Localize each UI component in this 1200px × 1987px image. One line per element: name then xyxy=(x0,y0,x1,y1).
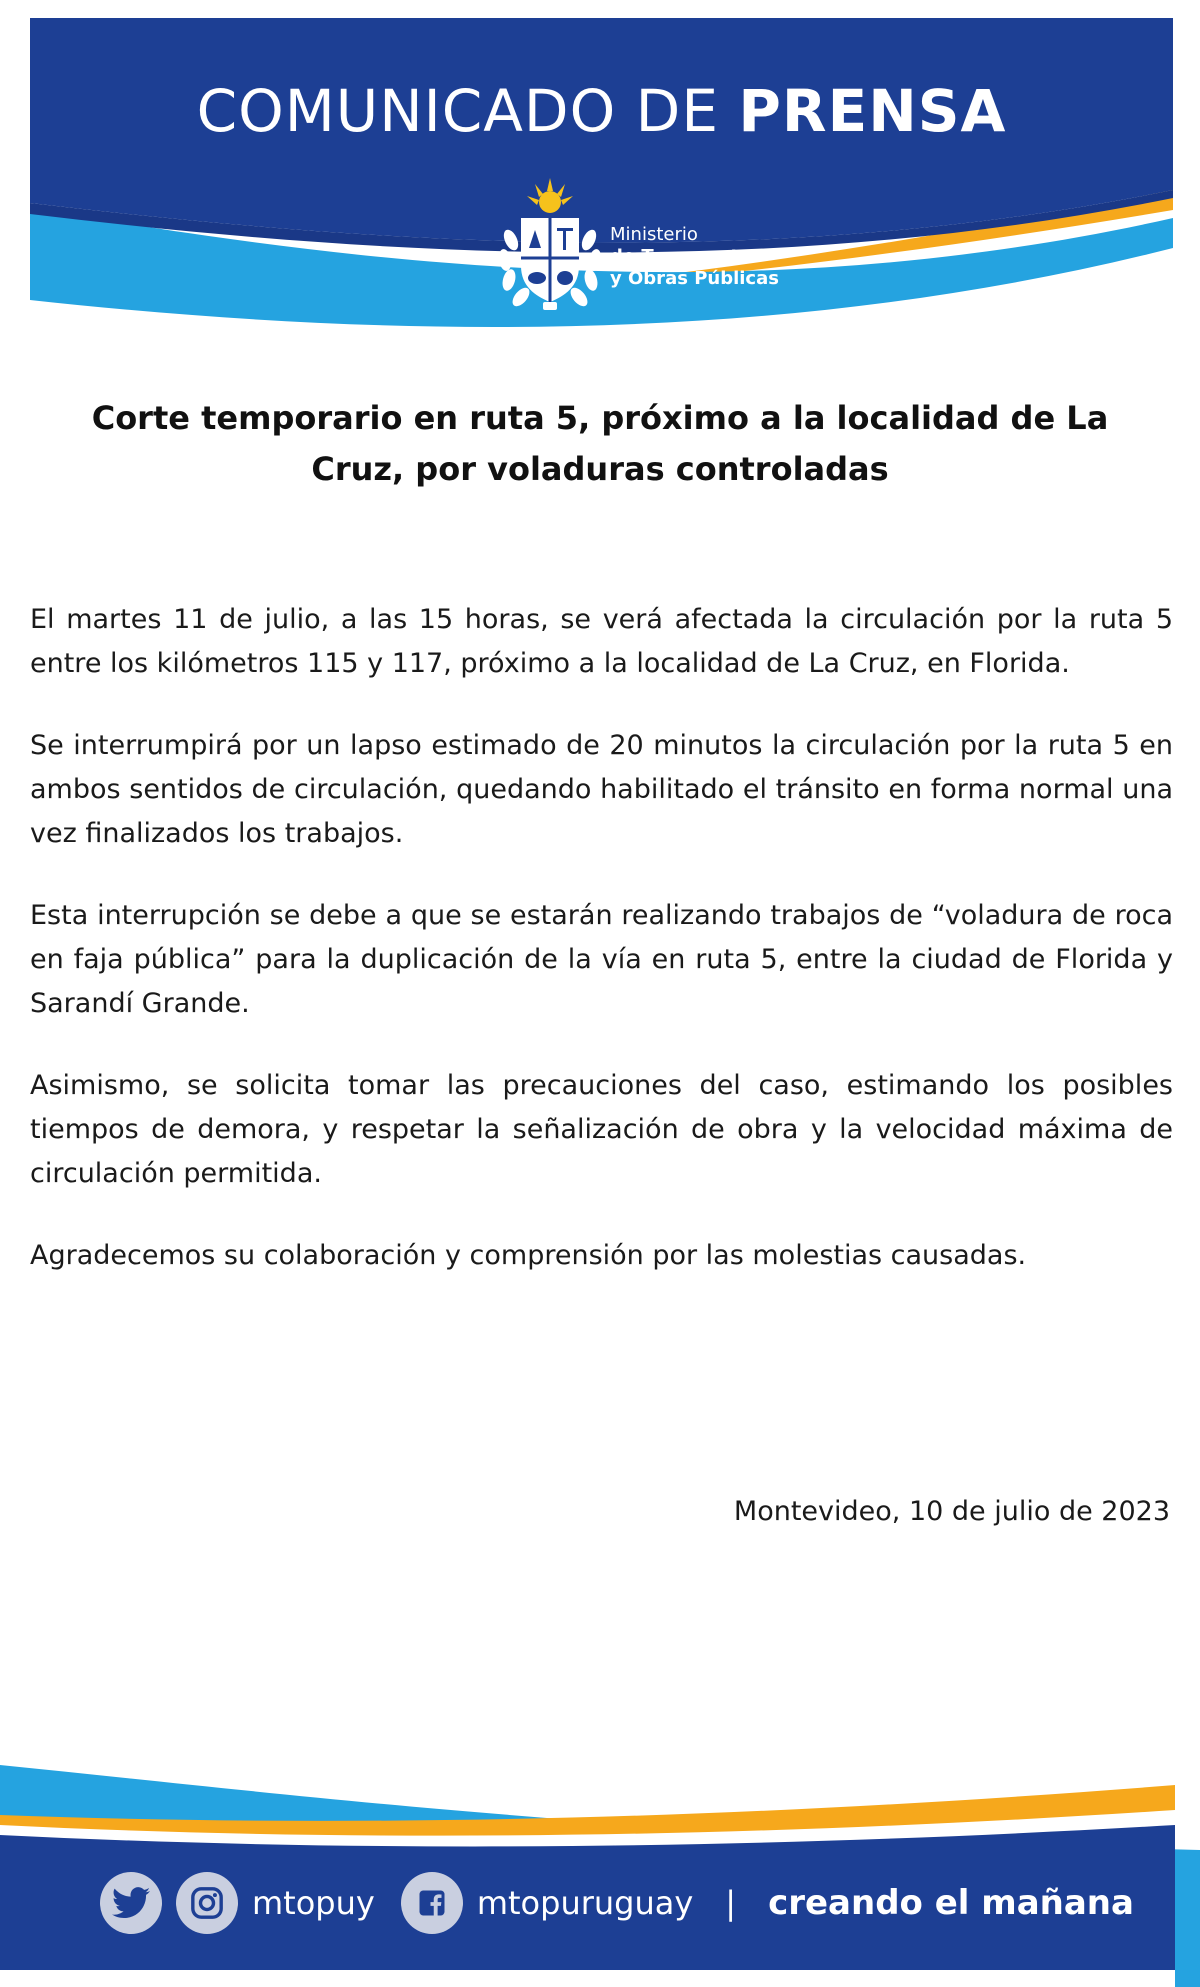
twitter-icon[interactable] xyxy=(100,1872,162,1934)
body-paragraph: El martes 11 de julio, a las 15 horas, se verá afectada la circulación por la ruta 5 entre los kilómetros 115 y 117, próximo a la localidad de La Cruz, en Florida. xyxy=(30,604,1173,679)
instagram-handle[interactable]: mtopuy xyxy=(252,1884,375,1922)
press-release-body xyxy=(30,598,1173,1316)
body-paragraph: Agradecemos su colaboración y comprensión por las molestias causadas. xyxy=(30,1240,1027,1271)
facebook-handle[interactable]: mtopuruguay xyxy=(476,1884,694,1922)
ministry-line-1: Ministerio xyxy=(610,224,698,245)
social-links xyxy=(100,1865,1134,1941)
uruguay-coat-of-arms-icon xyxy=(485,178,615,318)
ministry-name xyxy=(610,224,779,290)
body-paragraph: Esta interrupción se debe a que se estarán realizando trabajos de “voladura de roca en faja pública” para la duplicación de la vía en ruta 5, entre la ciudad de Florida y Sarandí Grande. xyxy=(30,900,1173,1019)
press-release-header xyxy=(30,18,1173,345)
slogan: creando el mañana xyxy=(768,1883,1134,1923)
instagram-icon[interactable] xyxy=(176,1872,238,1934)
header-title-bold: PRENSA xyxy=(738,77,1007,145)
place-and-date: Montevideo, 10 de julio de 2023 xyxy=(733,1496,1170,1527)
ministry-line-3: y Obras Públicas xyxy=(610,268,779,289)
facebook-icon[interactable] xyxy=(401,1872,463,1934)
header-title-light: COMUNICADO DE xyxy=(196,77,719,145)
body-paragraph: Se interrumpirá por un lapso estimado de 20 minutos la circulación por la ruta 5 en ambos sentidos de circulación, quedando habilitado el tránsito en forma normal una vez finalizados los trabajos. xyxy=(30,730,1173,849)
ministry-line-2: de Transporte xyxy=(610,246,752,267)
header-title xyxy=(30,76,1173,146)
body-paragraph: Asimismo, se solicita tomar las precauciones del caso, estimando los posibles tiempos de demora, y respetar la señalización de obra y la velocidad máxima de circulación permitida. xyxy=(30,1070,1173,1189)
press-release-footer xyxy=(0,1755,1200,1987)
footer-separator: | xyxy=(725,1884,737,1922)
press-release-title: Corte temporario en ruta 5, próximo a la localidad de La Cruz, por voladuras controladas xyxy=(91,399,1109,488)
